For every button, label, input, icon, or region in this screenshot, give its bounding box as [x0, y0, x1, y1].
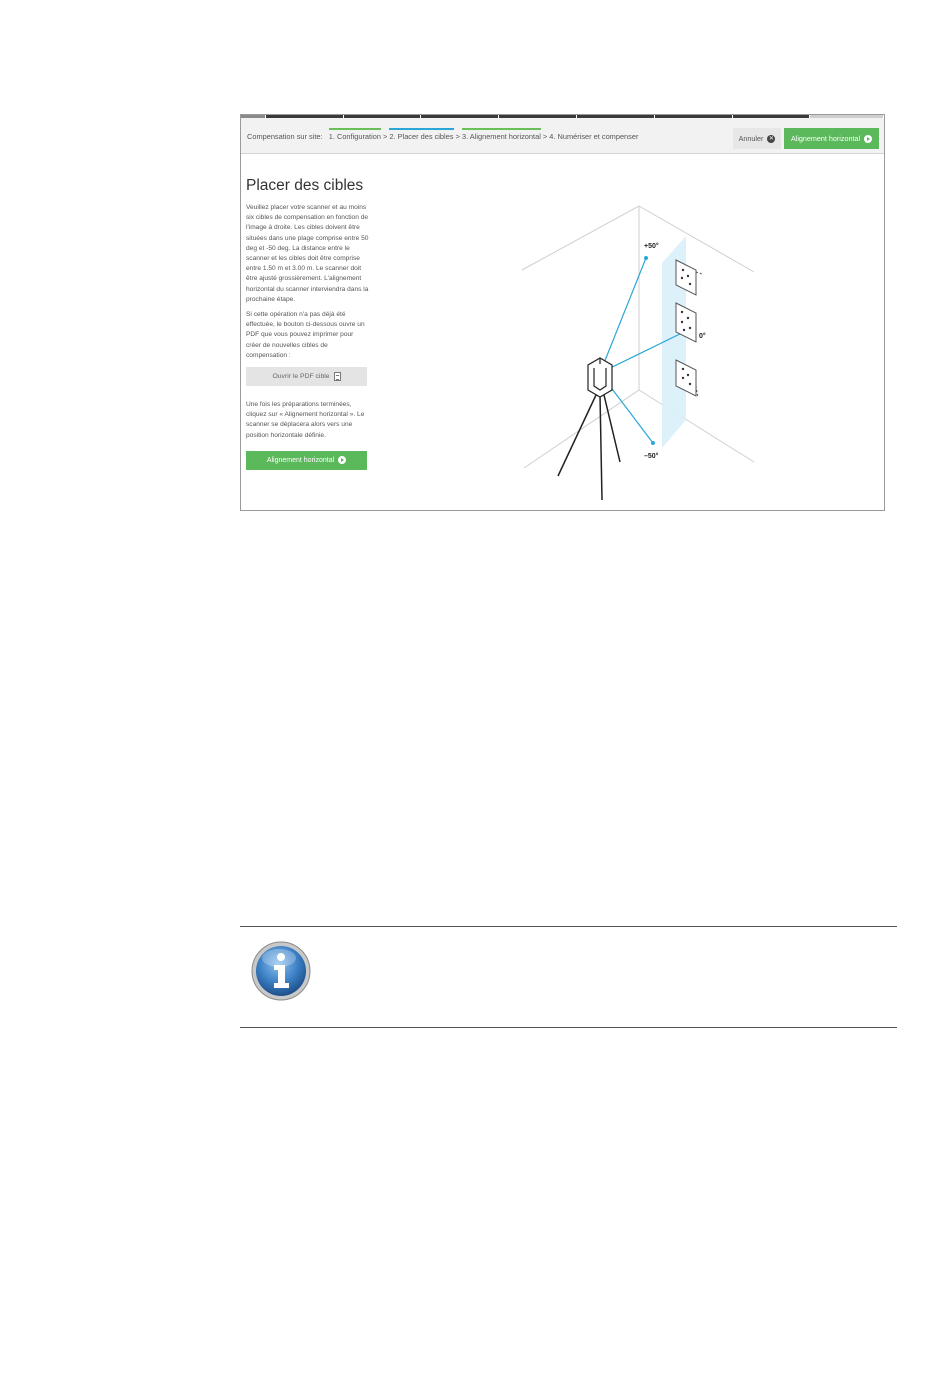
step-configuration[interactable]: 1. Configuration	[328, 132, 381, 141]
note-divider-bottom	[240, 1027, 897, 1028]
angle-label-top: +50°	[644, 243, 659, 250]
pdf-hint-paragraph: Si cette opération n'a pas déjà été effectuée, le bouton ci-dessous ouvre un PDF que vous pouvez imprimer pour créer de nouvelles cibles de compensation :	[246, 311, 365, 359]
beam-end-bottom	[651, 441, 655, 445]
scanner-device-icon	[588, 358, 612, 397]
instructions-panel	[246, 177, 370, 470]
close-circle-icon: ✕	[768, 135, 774, 142]
breadcrumb-separator: >	[542, 132, 548, 141]
scanner-setup-illustration	[516, 200, 781, 505]
next-step-paragraph: Une fois les préparations terminées, cliquez sur « Alignement horizontal ». Le scanner se déplacera alors vers une position horizontale définie.	[246, 401, 365, 439]
room-corner-lines	[522, 206, 754, 468]
horizontal-alignment-button-bottom[interactable]	[246, 451, 367, 470]
cancel-label: Annuler	[738, 134, 764, 143]
horizontal-alignment-label: Alignement horizontal	[266, 456, 335, 464]
compensation-screenshot	[240, 114, 885, 511]
info-icon	[250, 940, 312, 1002]
note-divider-top	[240, 926, 897, 927]
breadcrumb-separator: >	[455, 132, 460, 141]
page-title: Placer des cibles	[246, 177, 364, 194]
open-pdf-label: Ouvrir le PDF cible	[272, 373, 330, 381]
horizontal-alignment-label: Alignement horizontal	[790, 134, 861, 143]
open-pdf-button[interactable]	[246, 367, 367, 386]
play-circle-icon	[338, 456, 346, 464]
step-place-targets[interactable]: 2. Placer des cibles	[389, 132, 454, 141]
horizontal-alignment-button[interactable]	[784, 128, 879, 149]
breadcrumb-separator: >	[383, 132, 388, 141]
wizard-header	[241, 118, 884, 154]
cancel-button[interactable]	[733, 128, 781, 149]
angle-label-mid: 0°	[699, 333, 706, 340]
instructions-paragraph: Veuillez placer votre scanner et au moins six cibles de compensation en fonction de l'image à droite. Les cibles doivent être situées dans une plage comprise entre 50 deg et -50 deg. La distance entre le scanner et les cibles doit être comprise entre 1.50 m et 3.00 m. Le scanner doit être ajusté grossièrement. L'alignement horizontal du scanner interviendra dans la prochaine étape.	[246, 204, 369, 303]
step-horizontal-alignment[interactable]: 3. Alignement horizontal	[461, 132, 541, 141]
step-scan-compensate[interactable]: 4. Numériser et compenser	[549, 132, 639, 141]
tripod	[558, 395, 620, 500]
document-icon	[334, 372, 341, 381]
breadcrumb	[247, 132, 638, 141]
play-circle-icon	[864, 135, 872, 143]
beam-end-top	[644, 256, 648, 260]
angle-label-bottom: –50°	[644, 453, 659, 460]
breadcrumb-prefix: Compensation sur site:	[247, 132, 323, 141]
